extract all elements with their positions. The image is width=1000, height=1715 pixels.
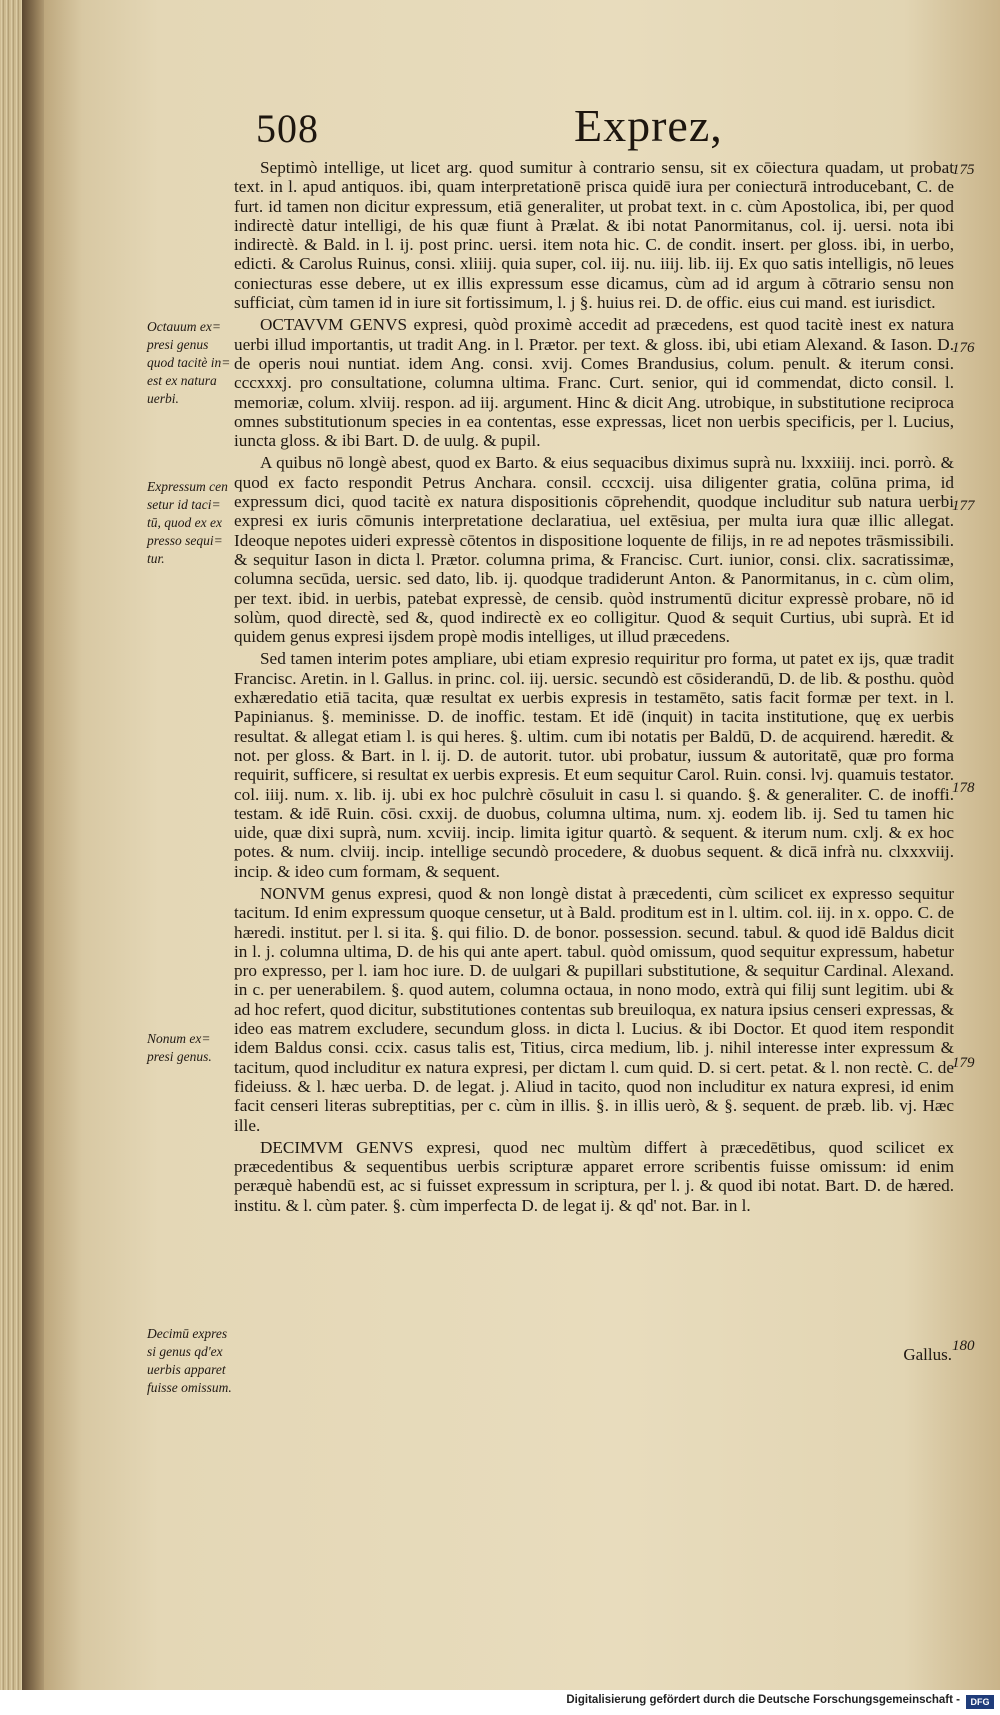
funding-credit: Digitalisierung gefördert durch die Deutsche Forschungsgemeinschaft - [566,1694,960,1706]
paragraph-number: 180 [952,1338,975,1354]
dfg-logo-icon[interactable]: DFG [966,1695,994,1709]
paragraph-text: A quibus nō longè abest, quod ex Barto. & eius sequacibus diximus suprà nu. lxxxiiij. inci. porrò. & quod ex facto respondit Petrus Anchara. consil. cccxcij. uisa diligenter gratia, colūna prima, id expressum dici, quod tacitè ex natura dispositionis cōprehendit, quodque includitur sub natura uerbi expresi ex iuris cōmunis interpretatione declaratiua, uel extēsiua, per multa iura quæ illic allegat. Ideoque nepotes uideri expressè cōtentos in dispositione loquente de filijs, in re ad nepotes trāsmissibili. & sequitur Iason in dicta l. Prætor. columna prima, & Francisc. Curt. iunior, consi. clix. sacratissimæ, columna secūda, uersic. sed dato, lib. ij. quodque tradiderunt Anton. & Panormitanus, in c. cùm olim, per text. ibid. in uerbis, patebat expressè, de censib. quòd instrumentū dicitur expressè probare, nō id solùm, quod directè, sed &, quod indirectè ex eo colligitur. Quod & sequit Curtius, ubi suprà. Et id quidem genus expresi ijsdem propè modis intelliges, ut illud præcedens. [234,453,954,647]
margin-note-expressum: Expressum cen setur id taci= tū, quod ex ex presso sequi= tur. [147,479,228,566]
paragraph-number: 176 [952,340,975,356]
paragraph-177 [234,453,954,646]
paragraph-176 [234,315,954,450]
book-page-edges [0,0,22,1690]
paragraph-number: 177 [952,498,975,514]
book-page [44,0,1000,1690]
running-head [44,95,1000,155]
main-text-column [234,158,954,1218]
paragraph-text: Septimò intellige, ut licet arg. quod sumitur à contrario sensu, sit ex cōiectura quadam, ut probat text. in l. apud antiquos. ibi, quam interpretationē prisca quidē iura per coniecturā introducebant, C. de furt. id tamen non dicitur expressum, etiā generaliter, ut probat text. in c. cùm Apostolica, ibi, per quod indirectè datur intelligi, de his quæ fiunt à Prælat. & ibi notat Panormitanus, col. ij. uersi. nota ibi indirectè. & Bald. in l. ij. post princ. uersi. item nota hic. C. de condit. insert. per gloss. ibi, in uerbo, edicti. & Carolus Ruinus, consi. xliiij. quia super, col. iij. nu. iiij. lib. iij. Ex quo satis intelligis, nō leues coniecturas esse debere, ut ex illis expressum esse dicamus, cùm ad id argum à cōtrario sensu non sufficiat, cùm tamen id in iure sit fortissimum, l. j §. huius rei. D. de offic. eius cui mand. est iurisdict. [234,158,954,313]
running-title: Exprez, [574,100,723,151]
margin-note-decimum: Decimū expres si genus qd'ex uerbis apparet fuisse omissum. [147,1326,232,1395]
paragraph-number: 178 [952,780,975,796]
page-number: 508 [256,106,319,151]
paragraph-number: 175 [952,162,975,178]
catchword: Gallus. [903,1345,952,1364]
paragraph-text: DECIMVM GENVS expresi, quod nec multùm differt à præcedētibus, quod scilicet ex præcedentibus & sequentibus uerbis scripturæ apparet errore scribentis fuisse omissum: id enim peræquè habendū est, ac si fuisset expressum in scriptura, per l. j. & quod ibi notat. Bart. D. de hæred. institu. & l. cùm pater. §. cùm imperfecta D. de legat ij. & qd' not. Bar. in l. [234,1137,954,1215]
paragraph-text: OCTAVVM GENVS expresi, quòd proximè accedit ad præcedens, est quod tacitè inest ex natura uerbi illud importantis, ut tradit Ang. in l. Prætor. per text. & gloss. ibi, ubi etiam Alexand. & Iason. D. de operis noui nuntiat. idem Ang. consi. xvij. Comes Brandusius, colum. penult. & iterum consi. cccxxxj. pro consultatione, columna ultima. Franc. Curt. senior, qui id commendat, dicto consil. l. memoriæ, colum. xlviij. respon. ad iij. argument. Hinc & dicit Ang. utrobique, in substitutione reciproca omnes substitutionum species in ea contentas, esse expressas, licet non uerbis specificis, per l. Lucius, iuncta gloss. & ibi Bart. D. de uulg. & pupil. [234,315,954,451]
paragraph-text: NONVM genus expresi, quod & non longè distat à præcedenti, cùm scilicet ex expresso sequitur tacitum. Id enim expressum quoque censetur, ut à Bald. proditum est in l. ultim. col. iij. in x. oppo. C. de hæredi. institut. per l. si ita. §. qui filio. D. de bonor. possession. secund. tabul. & quod idē Baldus dicit in l. j. columna ultima, D. de his qui ante apert. tabul. quòd omissum, quod sequitur expressum, habetur pro expresso, per l. iam hoc iure. D. de uulgari & pupillari substitutione, & sequitur Cardinal. Alexand. in c. per uenerabilem. §. quod autem, columna octaua, in nono modo, extrà qui filij sunt legitim. ubi & ad hoc refert, quod dicitur, substitutiones contentas sub breuiloqua, ex natura ipsius censeri expressas, & ideo eas matrem excludere, secundum gloss. in dicta l. Lucius. & ibi Doctor. Et quod item respondit idem Baldus consi. ccix. casus talis est, Titius, circa medium, lib. j. nihil interesse inter expressum & tacitum, quod includitur ex natura expresi, per dictam l. cum quid. D. si cert. petat. & l. non rectè. C. de fideiuss. & l. hæc uerba. D. de legat. j. Aliud in tacito, quod non includitur ex natura expresi, id enim facit censeri literas subreptitias, per c. cùm in illis. §. in illis uerò, & §. sequent. de præb. lib. vj. Hæc ille. [234,883,954,1135]
paragraph-178 [234,649,954,881]
paragraph-text: Sed tamen interim potes ampliare, ubi etiam expresio requiritur pro forma, ut patet ex ijs, quæ tradit Francisc. Aretin. in l. Gallus. in princ. col. iij. uersic. secundò est cōsiderandū, D. de lib. & posthu. quòd exhæredatio etiā tacita, quæ resultat ex uerbis expresis in testamēto, satis facit formæ per text. in l. Papinianus. §. meminisse. D. de inoffic. testam. Et idē (inquit) in tacita institutione, quę ex uerbis resultat. & allegat etiam l. is qui heres. §. ultim. cum ibi notatis per Baldū, D. de acquirend. hæredit. & not. per gloss. & Bart. in l. ij. D. de autorit. tutor. ubi probatur, iussum & autoritatē, quæ pro forma requirit, sufficere, si resultat ex uerbis expresis. Et eum sequitur Carol. Ruin. consi. lvj. quamuis testator. col. iiij. num. x. lib. ij. ubi ex hoc pulchrè cōsuluit in casu l. si quando. §. & generaliter. C. de inoffi. testam. & idē Ruin. cōsi. cxxij. de duobus, columna ultima, num. xj. eodem lib. ij. Sed tu tamen hic uide, quæ dixi suprà, num. xcviij. incip. limita igitur quartò. & sequent. & iterum num. cxlj. & ex hoc potes. & num. clviij. incip. intellige secundò procedere, & duobus sequent. & dicā infrà nu. clxxxviij. incip. & ideo cum formam, & sequent. [234,649,954,881]
footer-bar [0,1690,1000,1715]
paragraph-number: 179 [952,1055,975,1071]
margin-note-nonum: Nonum ex= presi genus. [147,1031,212,1064]
paragraph-179 [234,884,954,1135]
paragraph-180 [234,1138,954,1215]
paragraph-175 [234,158,954,312]
margin-note-octauum: Octauum ex= presi genus quod tacitè in= est ex natura uerbi. [147,319,231,406]
